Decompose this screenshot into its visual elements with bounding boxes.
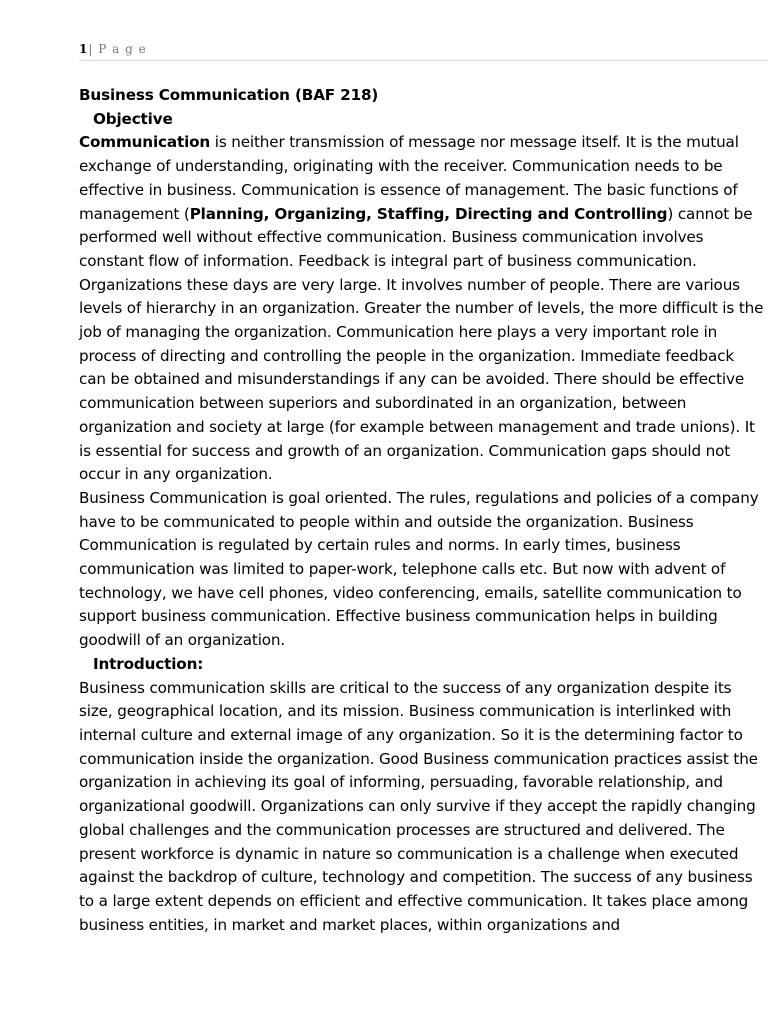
goal-oriented-paragraph: Business Communication is goal oriented. The rules, regulations and policies of a company have to be communicated to people within and outside the organization. Business Communication is regulated by certain rules and norms. In early times, business communication was limited to paper-work, telephone calls etc. But now with advent of technology, we have cell phones, video conferencing, emails, satellite communication to support business communication. Effective business communication helps in building goodwill of an organization. — [79, 488, 759, 650]
page-header — [79, 42, 768, 61]
page-label: | P a g e — [88, 42, 147, 56]
page-number: 1 — [79, 42, 89, 56]
paragraph-text-part-b: ) cannot be performed well without effective communication. Business communication involves constant flow of information. Feedback is integral part of business communication. Organizations these days are very large. It involves number of people. There are various levels of hierarchy in an organization. Greater the number of levels, the more difficult is the job of managing the organization. Communication here plays a very important role in process of directing and controlling the people in the organization. Immediate feedback can be obtained and misunderstandings if any can be avoided. There should be effective communication between superiors and subordinated in an organization, between organization and society at large (for example between management and trade unions). It is essential for success and growth of an organization. Communication gaps should not occur in any organization. — [79, 204, 764, 484]
paragraph-text-part-a: is neither transmission of message nor message itself. It is the mutual exchange of understanding, originating with the receiver. Communication needs to be effective in business. Communication is essence of management. The basic functions of management ( — [79, 133, 739, 223]
introduction-heading: Introduction: — [93, 654, 204, 673]
management-functions: Planning, Organizing, Staffing, Directing and Controlling — [189, 204, 668, 223]
objective-heading: Objective — [93, 109, 173, 128]
objective-paragraph — [79, 131, 765, 487]
introduction-paragraph: Business communication skills are critical to the success of any organization despite its size, geographical location, and its mission. Business communication is interlinked with internal culture and external image of any organization. So it is the determining factor to communication inside the organization. Good Business communication practices assist the organization in achieving its goal of informing, persuading, favorable relationship, and organizational goodwill. Organizations can only survive if they accept the rapidly changing global challenges and the communication processes are structured and delivered. The present workforce is dynamic in nature so communication is a challenge when executed against the backdrop of culture, technology and competition. The success of any business to a large extent depends on efficient and effective communication. It takes place among business entities, in market and market places, within organizations and — [79, 678, 758, 934]
document-body — [79, 84, 765, 937]
document-title: Business Communication (BAF 218) — [79, 86, 379, 104]
communication-term: Communication — [79, 133, 211, 152]
